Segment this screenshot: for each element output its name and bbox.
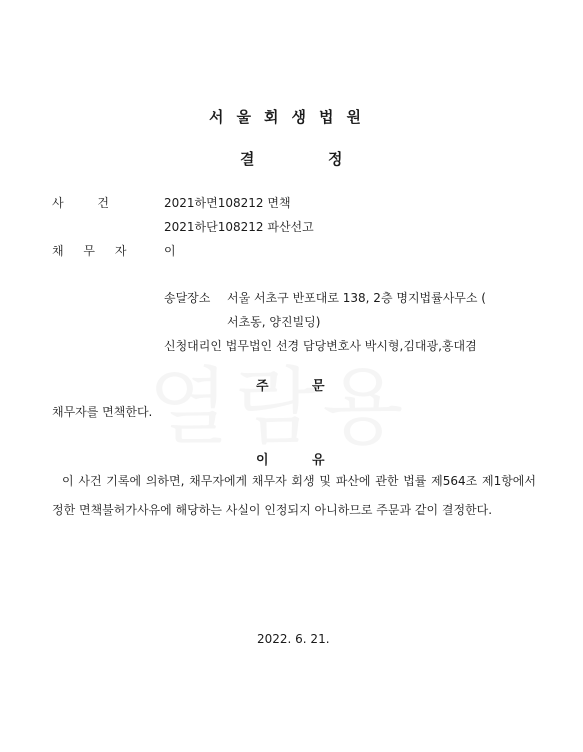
court-name: 서울회생법원 xyxy=(209,108,374,126)
debtor-label: 채 무 자 xyxy=(52,244,135,258)
reason-heading-right: 유 xyxy=(312,453,325,468)
case-number-2: 2021하단108212 파산선고 xyxy=(164,220,314,234)
debtor-value: 이 xyxy=(164,244,176,258)
watermark xyxy=(148,340,409,461)
doc-type-right: 정 xyxy=(328,150,343,168)
order-heading-left: 주 xyxy=(256,379,269,394)
case-label: 사 건 xyxy=(52,196,109,210)
reason-heading-left: 이 xyxy=(256,453,269,468)
case-number-1: 2021하면108212 면책 xyxy=(164,196,291,210)
order-text: 채무자를 면책한다. xyxy=(52,405,153,419)
reason-text: 이 사건 기록에 의하면, 채무자에게 채무자 회생 및 파산에 관한 법률 제564조 제1항에서 정한 면책불허가사유에 해당하는 사실이 인정되지 아니하므로 주문과 같이 결정한다. xyxy=(52,474,536,517)
order-heading-right: 문 xyxy=(312,379,325,394)
doc-type-left: 결 xyxy=(240,150,255,168)
decision-date: 2022. 6. 21. xyxy=(257,632,330,646)
service-address-label: 송달장소 xyxy=(164,291,211,305)
service-address-line2: 서초동, 양진빌딩) xyxy=(227,315,321,329)
agent-line: 신청대리인 법무법인 선경 담당변호사 박시형,김대광,홍대겸 xyxy=(164,339,477,353)
service-address-line1: 서울 서초구 반포대로 138, 2층 명지법률사무소 ( xyxy=(227,291,486,305)
